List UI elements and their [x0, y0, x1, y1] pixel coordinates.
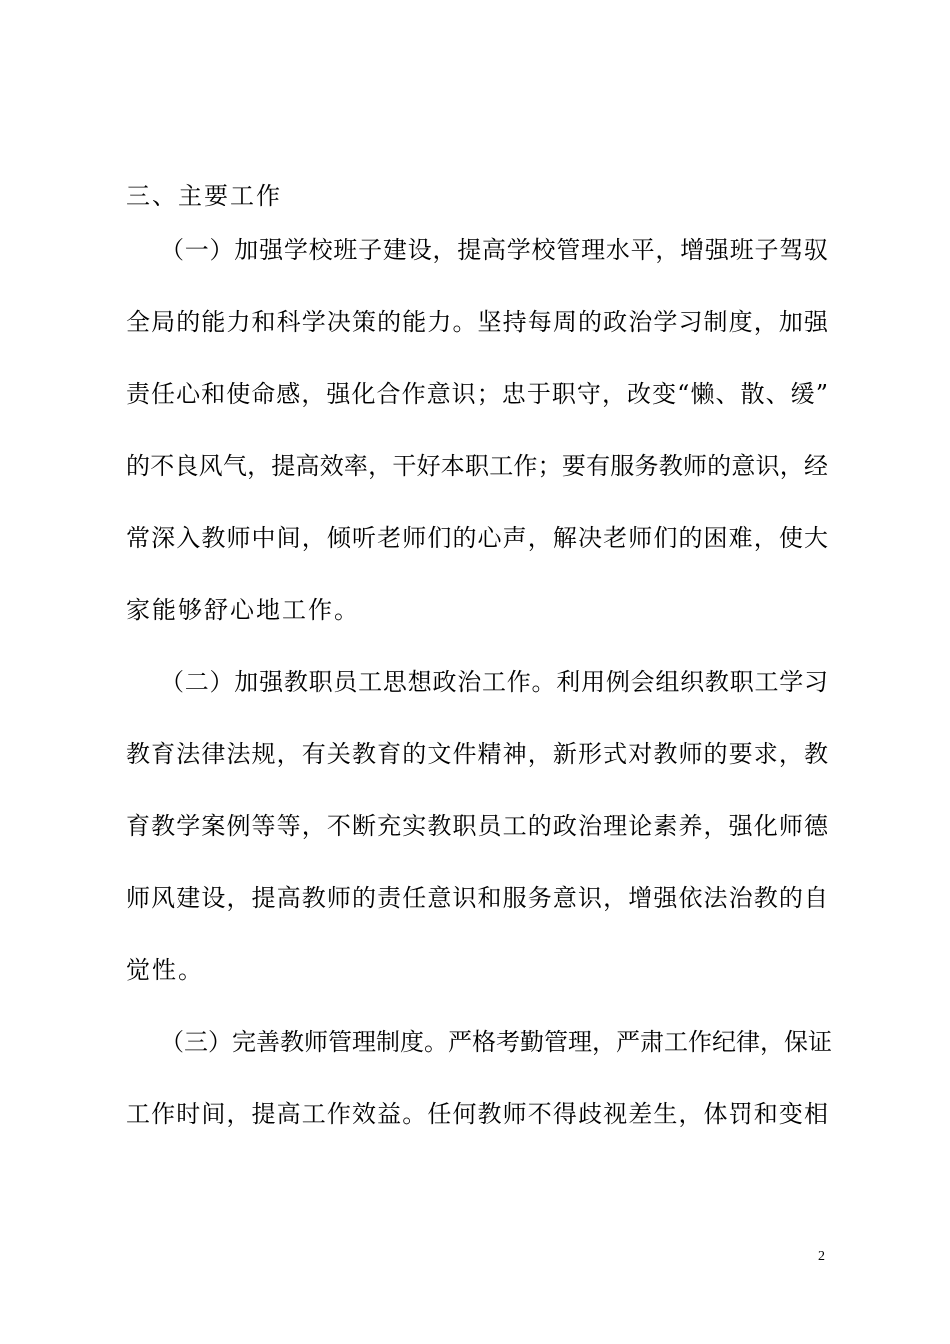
- paragraph-line: 的不良风气，提高效率，干好本职工作；要有服务教师的意识，经: [126, 452, 828, 480]
- section-heading: 三、主要工作: [126, 182, 282, 210]
- paragraph-line: 工作时间，提高工作效益。任何教师不得歧视差生，体罚和变相: [126, 1100, 828, 1128]
- paragraph-line: 责任心和使命感，强化合作意识；忠于职守，改变“懒、散、缓”: [126, 380, 828, 408]
- paragraph-line: 教育法律法规，有关教育的文件精神，新形式对教师的要求，教: [126, 740, 828, 768]
- paragraph-line: （一）加强学校班子建设，提高学校管理水平，增强班子驾驭: [160, 236, 828, 264]
- paragraph-line: 觉性。: [126, 956, 204, 984]
- paragraph-line: 师风建设，提高教师的责任意识和服务意识，增强依法治教的自: [126, 884, 828, 912]
- paragraph-line: （二）加强教职员工思想政治工作。利用例会组织教职工学习: [160, 668, 828, 696]
- paragraph-line: （三）完善教师管理制度。严格考勤管理，严肃工作纪律，保证: [160, 1028, 832, 1056]
- paragraph-line: 常深入教师中间，倾听老师们的心声，解决老师们的困难，使大: [126, 524, 828, 552]
- page-number: 2: [818, 1249, 825, 1264]
- paragraph-line: 全局的能力和科学决策的能力。坚持每周的政治学习制度，加强: [126, 308, 828, 336]
- paragraph-line: 育教学案例等等，不断充实教职员工的政治理论素养，强化师德: [126, 812, 828, 840]
- paragraph-line: 家能够舒心地工作。: [126, 596, 360, 624]
